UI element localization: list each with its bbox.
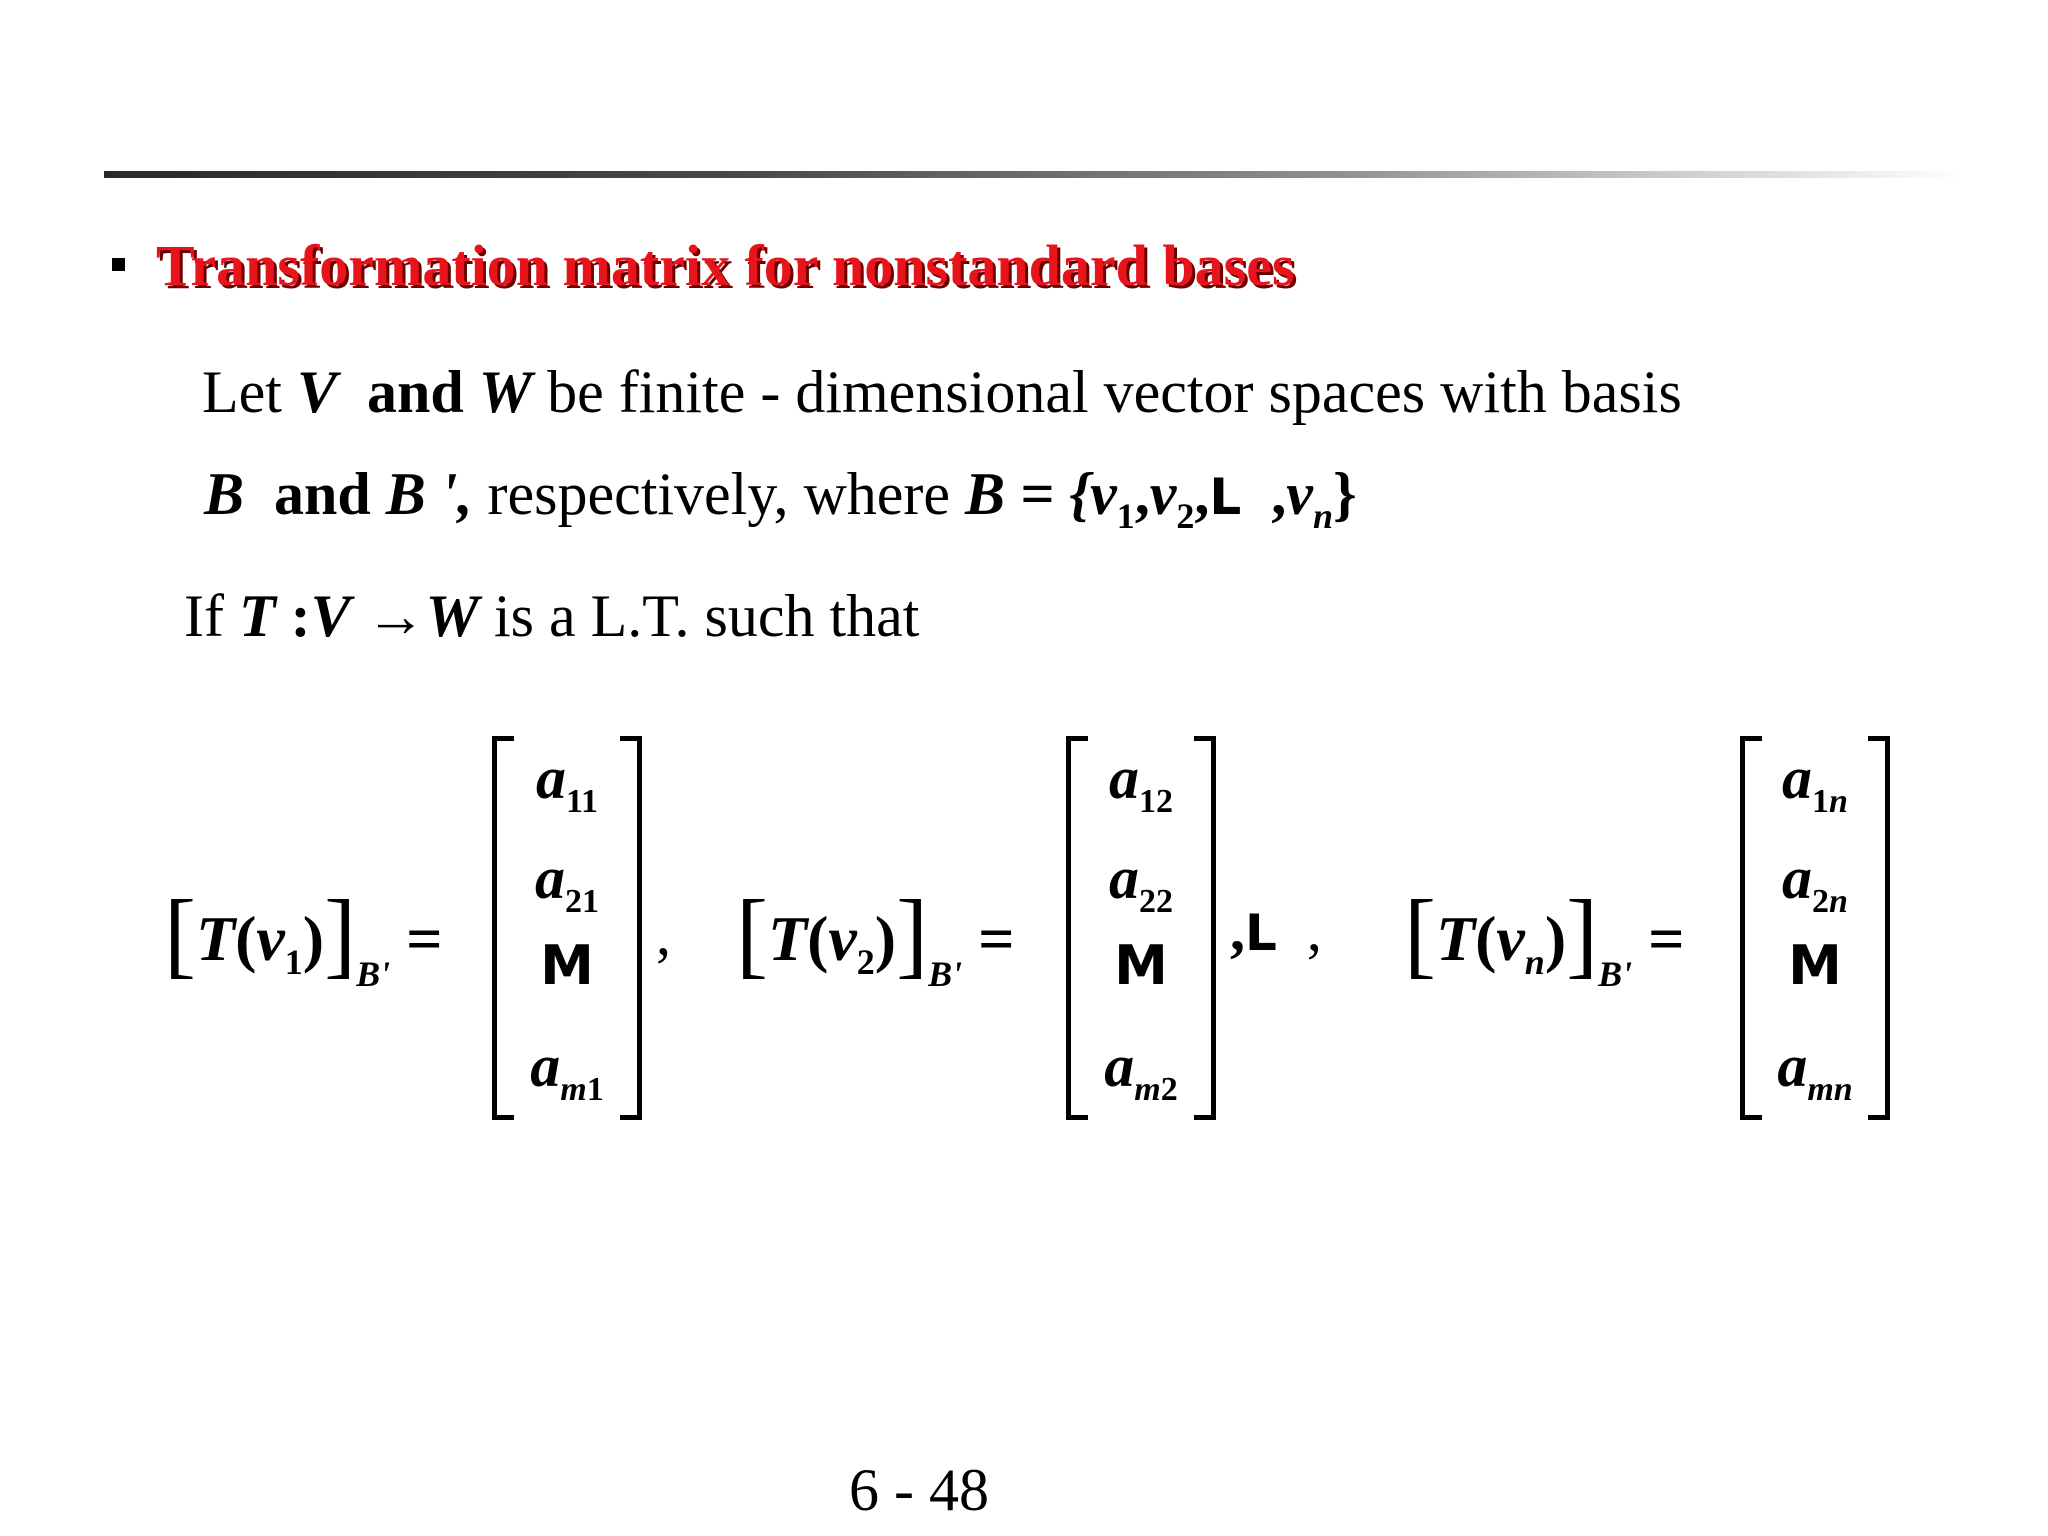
equation-lhs-3: $[T(v_n)]_{B'}$ = — [1404, 880, 1685, 994]
vdots-icon: M — [1788, 934, 1842, 997]
matrix-3 — [1740, 736, 1890, 1120]
vdots-icon: M — [1114, 934, 1168, 997]
page-number: 6 - 48 — [849, 1457, 989, 1523]
matrix-entry: $a_{22}$ — [1109, 845, 1173, 920]
slide-title: Transformation matrix for nonstandard bases — [156, 233, 1295, 298]
equation-lhs-2: $[T(v_2)]_{B'}$ = — [736, 880, 1015, 994]
separator-2: ,L , — [1230, 897, 1322, 963]
matrix-entry: $a_{m2}$ — [1104, 1033, 1178, 1108]
vdots-icon: M — [540, 934, 594, 997]
matrix-entry: $a_{21}$ — [535, 845, 599, 920]
matrix-entry: $a_{1n}$ — [1782, 745, 1848, 820]
matrix-1 — [492, 736, 642, 1120]
definition-line-2: B and B ', respectively, where $B = \{v_1,v_2,L$ $,v_n$} — [204, 461, 1357, 536]
definition-line-1: Let V and W be finite - dimensional vector spaces with basis — [202, 359, 1682, 425]
matrix-entry: $a_{11}$ — [535, 745, 599, 820]
bullet-icon — [112, 258, 125, 271]
definition-line-3: If T :V →W is a L.T. such that — [184, 583, 920, 649]
equation-lhs-1: $[T(v_1)]_{B'}$ = — [164, 880, 443, 994]
matrix-entry: $a_{12}$ — [1109, 745, 1173, 820]
header-rule — [104, 171, 1964, 178]
matrix-entry: $a_{mn}$ — [1777, 1033, 1853, 1108]
separator-1: , — [656, 901, 671, 967]
matrix-entry: $a_{2n}$ — [1782, 845, 1848, 920]
matrix-2 — [1066, 736, 1216, 1120]
matrix-entry: $a_{m1}$ — [530, 1033, 604, 1108]
